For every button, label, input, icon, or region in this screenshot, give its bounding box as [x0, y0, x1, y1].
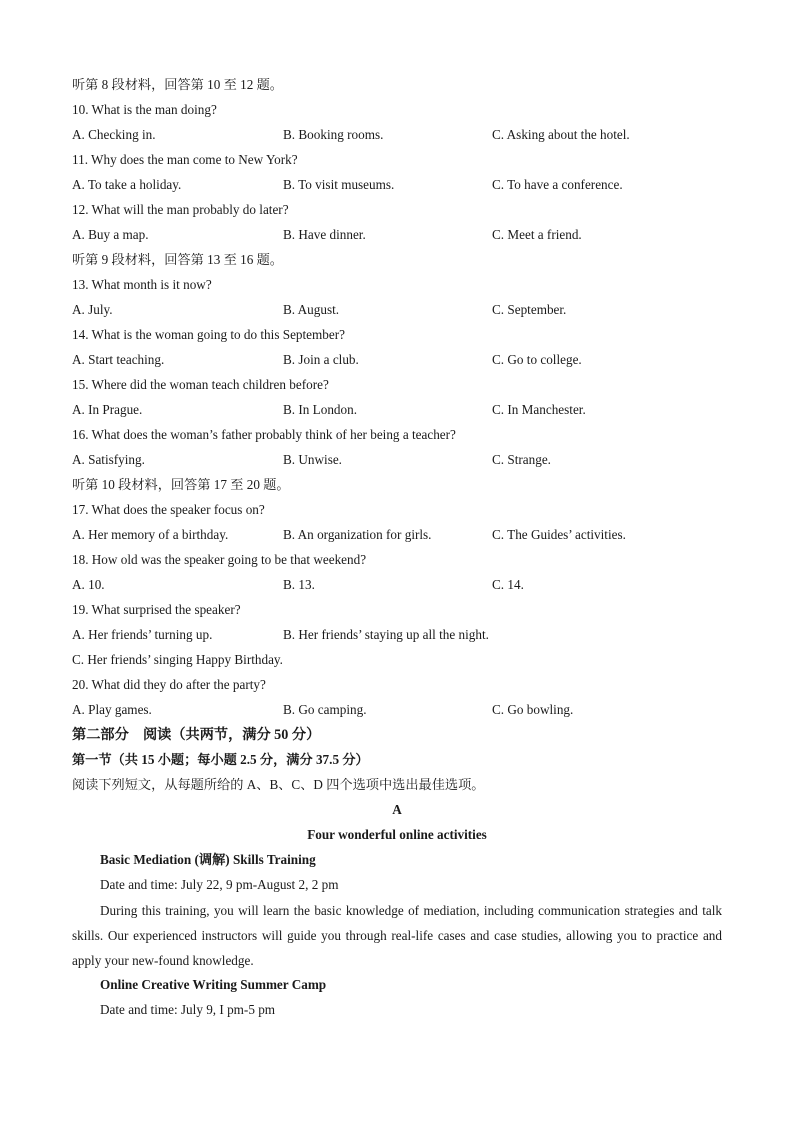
- option-17-a: A. Her memory of a birthday.: [72, 527, 229, 542]
- passage-letter: A: [392, 802, 402, 817]
- option-19-c: C. Her friends’ singing Happy Birthday.: [72, 652, 283, 667]
- option-12-c: C. Meet a friend.: [492, 227, 582, 242]
- question-19: 19. What surprised the speaker?: [72, 602, 241, 617]
- activity-1-description: During this training, you will learn the basic knowledge of mediation, including communication strategies and talk skills. Our experienced instructors will guide you through real-life cases and case studies, allowing you to practice and apply your new-found knowledge.: [72, 903, 722, 968]
- question-11: 11. Why does the man come to New York?: [72, 152, 298, 167]
- listening-intro-8: 听第 8 段材料，回答第 10 至 12 题。: [72, 77, 283, 92]
- option-10-a: A. Checking in.: [72, 127, 156, 142]
- option-14-b: B. Join a club.: [283, 352, 359, 367]
- option-15-a: A. In Prague.: [72, 402, 143, 417]
- option-16-c: C. Strange.: [492, 452, 551, 467]
- reading-part-title: 第二部分 阅读（共两节，满分 50 分）: [72, 727, 321, 743]
- question-17: 17. What does the speaker focus on?: [72, 502, 265, 517]
- activity-1-title: Basic Mediation (调解) Skills Training: [100, 852, 316, 867]
- reading-instruction: 阅读下列短文，从每题所给的 A、B、C、D 四个选项中选出最佳选项。: [72, 777, 485, 792]
- listening-intro-9: 听第 9 段材料，回答第 13 至 16 题。: [72, 252, 283, 267]
- reading-section-title: 第一节（共 15 小题；每小题 2.5 分，满分 37.5 分）: [72, 752, 369, 767]
- listening-intro-10: 听第 10 段材料，回答第 17 至 20 题。: [72, 477, 290, 492]
- option-11-b: B. To visit museums.: [283, 177, 395, 192]
- question-14: 14. What is the woman going to do this September?: [72, 327, 345, 342]
- option-19-a: A. Her friends’ turning up.: [72, 627, 213, 642]
- option-11-c: C. To have a conference.: [492, 177, 623, 192]
- question-13: 13. What month is it now?: [72, 277, 212, 292]
- option-15-c: C. In Manchester.: [492, 402, 586, 417]
- question-18: 18. How old was the speaker going to be that weekend?: [72, 552, 367, 567]
- option-18-a: A. 10.: [72, 577, 105, 592]
- option-16-b: B. Unwise.: [283, 452, 342, 467]
- question-20: 20. What did they do after the party?: [72, 677, 266, 692]
- option-13-c: C. September.: [492, 302, 567, 317]
- option-18-c: C. 14.: [492, 577, 524, 592]
- option-19-b: B. Her friends’ staying up all the night.: [283, 627, 489, 642]
- option-17-c: C. The Guides’ activities.: [492, 527, 626, 542]
- option-15-b: B. In London.: [283, 402, 357, 417]
- question-15: 15. Where did the woman teach children before?: [72, 377, 329, 392]
- option-17-b: B. An organization for girls.: [283, 527, 432, 542]
- activity-2-title: Online Creative Writing Summer Camp: [100, 977, 327, 992]
- option-11-a: A. To take a holiday.: [72, 177, 182, 192]
- option-16-a: A. Satisfying.: [72, 452, 145, 467]
- option-10-b: B. Booking rooms.: [283, 127, 384, 142]
- option-18-b: B. 13.: [283, 577, 315, 592]
- question-16: 16. What does the woman’s father probably think of her being a teacher?: [72, 427, 456, 442]
- option-14-a: A. Start teaching.: [72, 352, 165, 367]
- activity-1-time: Date and time: July 22, 9 pm-August 2, 2 pm: [100, 877, 339, 892]
- passage-title: Four wonderful online activities: [307, 827, 487, 842]
- option-10-c: C. Asking about the hotel.: [492, 127, 630, 142]
- option-13-a: A. July.: [72, 302, 113, 317]
- option-12-a: A. Buy a map.: [72, 227, 149, 242]
- option-12-b: B. Have dinner.: [283, 227, 366, 242]
- option-14-c: C. Go to college.: [492, 352, 582, 367]
- activity-2-time: Date and time: July 9, I pm-5 pm: [100, 1002, 276, 1017]
- option-20-b: B. Go camping.: [283, 702, 367, 717]
- question-10: 10. What is the man doing?: [72, 102, 217, 117]
- option-20-c: C. Go bowling.: [492, 702, 574, 717]
- option-20-a: A. Play games.: [72, 702, 152, 717]
- option-13-b: B. August.: [283, 302, 340, 317]
- question-12: 12. What will the man probably do later?: [72, 202, 289, 217]
